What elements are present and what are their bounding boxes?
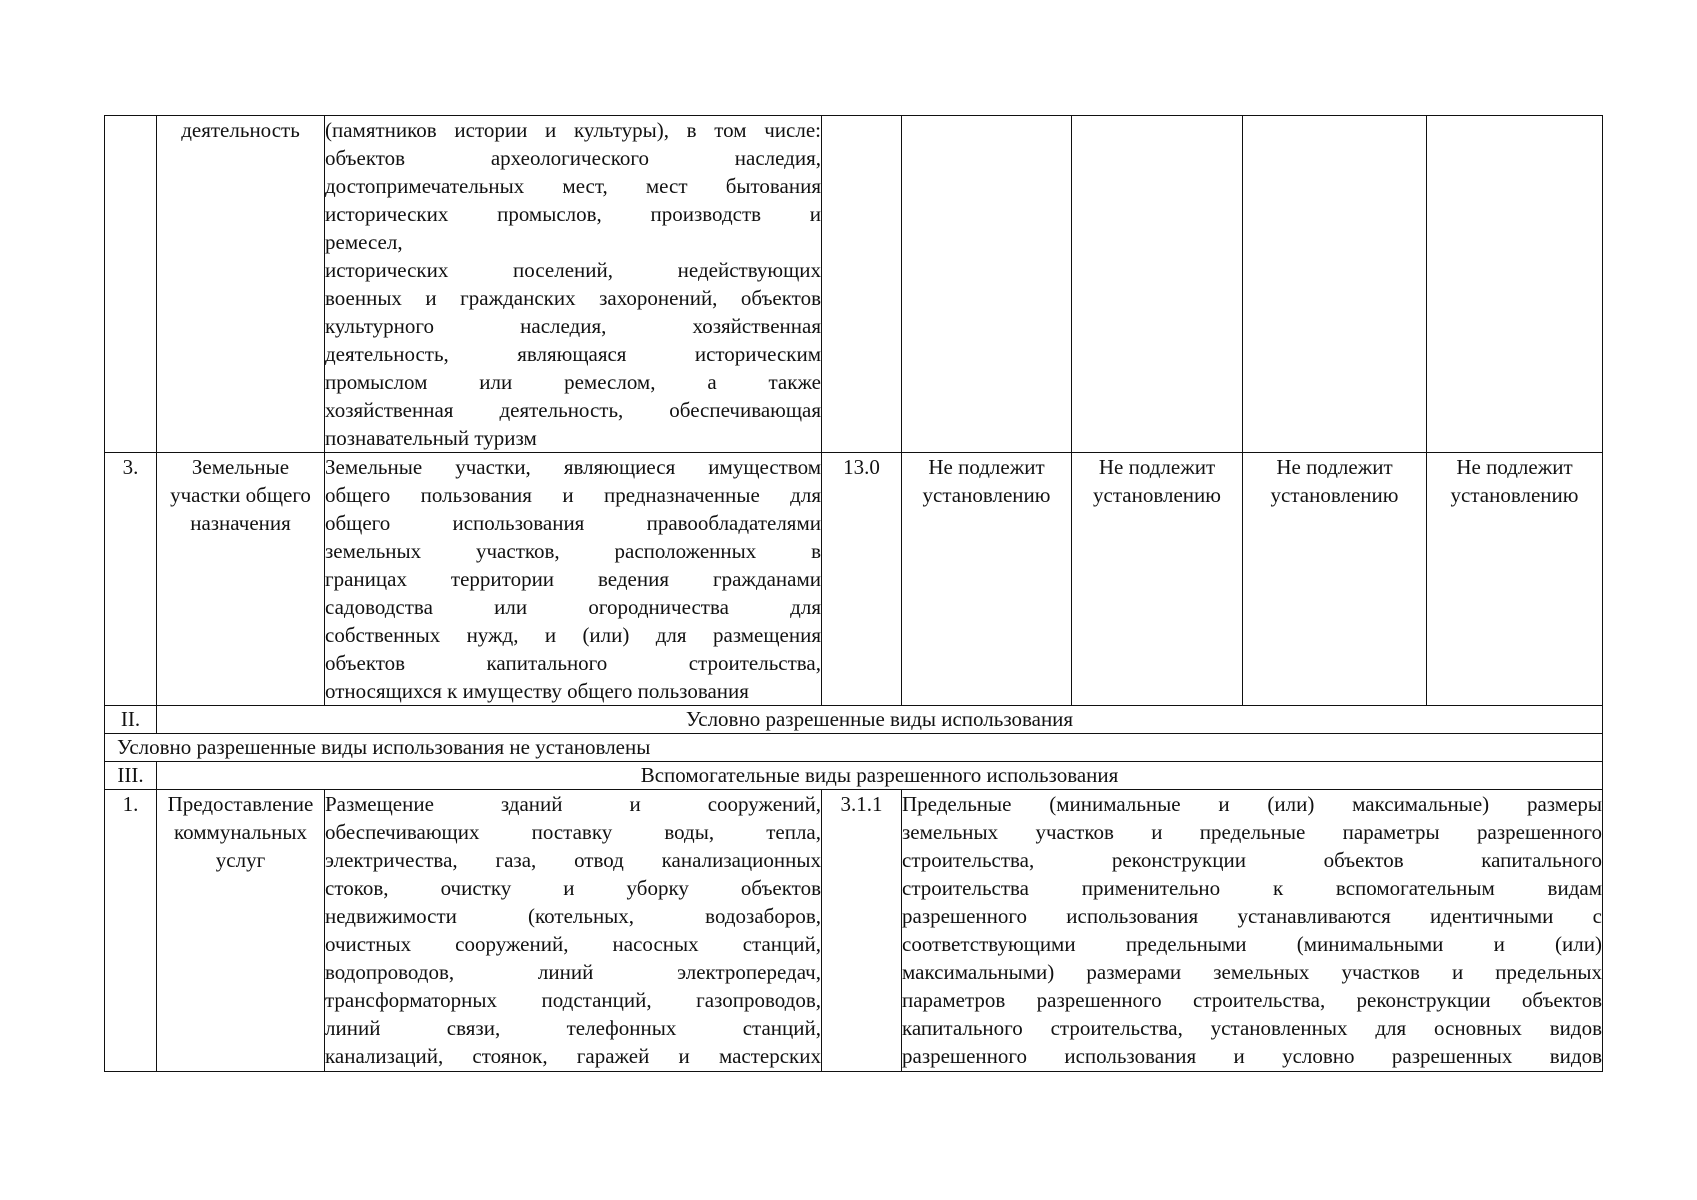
code-cell	[822, 790, 902, 1072]
desc-line: водопроводов, линий электропередач,	[325, 960, 821, 984]
section-note: Условно разрешенные виды использования не установлены	[117, 735, 651, 759]
row-number-cell	[105, 790, 157, 1072]
table-row	[105, 116, 1603, 453]
use-name-cell	[157, 790, 325, 1072]
use-name-line: услуг	[215, 848, 266, 872]
section-header-row	[105, 762, 1603, 790]
desc-line: линий связи, телефонных станций,	[325, 1016, 821, 1040]
row-number: 1.	[122, 792, 139, 816]
code-cell	[822, 116, 902, 453]
use-name: деятельность	[181, 118, 300, 142]
params-line: разрешенного использования устанавливаются идентичными с	[902, 904, 1602, 928]
desc-line: достопримечательных мест, мест бытования	[325, 174, 821, 198]
use-description-cell	[325, 790, 822, 1072]
param-cell	[1072, 116, 1243, 453]
desc-line: хозяйственная деятельность, обеспечивающая	[325, 398, 821, 422]
param-text: Не подлежит	[1276, 455, 1393, 479]
use-name-cell	[157, 116, 325, 453]
note-cell	[105, 734, 1603, 762]
section-number: II.	[120, 707, 141, 731]
use-description-cell	[325, 116, 822, 453]
use-name-line: участки общего	[170, 483, 311, 507]
desc-line: объектов капитального строительства,	[325, 651, 821, 675]
desc-line: культурного наследия, хозяйственная	[325, 314, 821, 338]
params-line: параметров разрешенного строительства, реконструкции объектов	[902, 988, 1602, 1012]
section-title: Условно разрешенные виды использования	[685, 707, 1074, 731]
desc-line: ремесел,	[325, 230, 403, 254]
desc-line: собственных нужд, и (или) для размещения	[325, 623, 821, 647]
use-name-line: назначения	[190, 511, 291, 535]
section-title-cell	[157, 706, 1603, 734]
section-number: III.	[117, 763, 144, 787]
params-line: соответствующими предельными (минимальными и (или)	[902, 932, 1602, 956]
section-number-cell	[105, 762, 157, 790]
classifier-code: 13.0	[843, 455, 880, 479]
params-line: Предельные (минимальные и (или) максимальные) размеры	[902, 792, 1602, 816]
desc-line: относящихся к имуществу общего пользования	[325, 679, 749, 703]
classifier-code: 3.1.1	[840, 792, 883, 816]
param-text: Не подлежит	[1456, 455, 1573, 479]
desc-line: военных и гражданских захоронений, объектов	[325, 286, 821, 310]
desc-line: очистных сооружений, насосных станций,	[325, 932, 821, 956]
desc-line: общего использования правообладателями	[325, 511, 821, 535]
param-cell	[1427, 453, 1603, 706]
params-line: строительства, реконструкции объектов капитального	[902, 848, 1602, 872]
desc-line: деятельность, являющаяся историческим	[325, 342, 821, 366]
row-number: 3.	[122, 455, 139, 479]
desc-line: исторических промыслов, производств и	[325, 202, 821, 226]
param-cell	[902, 116, 1072, 453]
param-text: Не подлежит	[1098, 455, 1216, 479]
desc-line: электричества, газа, отвод канализационных	[325, 848, 821, 872]
desc-line: Размещение зданий и сооружений,	[325, 792, 821, 816]
params-line: разрешенного использования и условно разрешенных видов	[902, 1044, 1602, 1068]
param-cell	[902, 453, 1072, 706]
params-line: земельных участков и предельные параметры разрешенного	[902, 820, 1602, 844]
desc-line: недвижимости (котельных, водозаборов,	[325, 904, 821, 928]
section-title: Вспомогательные виды разрешенного использования	[640, 763, 1119, 787]
param-text: Не подлежит	[928, 455, 1045, 479]
use-name-cell	[157, 453, 325, 706]
desc-line: канализаций, стоянок, гаражей и мастерских	[325, 1044, 821, 1068]
use-description-cell	[325, 453, 822, 706]
desc-line: трансформаторных подстанций, газопроводов,	[325, 988, 821, 1012]
param-text: установлению	[1450, 483, 1579, 507]
desc-line: стоков, очистку и уборку объектов	[325, 876, 821, 900]
use-name-line: Земельные	[191, 455, 290, 479]
desc-line: промыслом или ремеслом, а также	[325, 370, 821, 394]
params-merged-cell	[902, 790, 1603, 1072]
desc-line: познавательный туризм	[325, 426, 537, 450]
desc-line: исторических поселений, недействующих	[325, 258, 821, 282]
params-line: строительства применительно к вспомогательным видам	[902, 876, 1602, 900]
row-number-cell	[105, 116, 157, 453]
section-title-cell	[157, 762, 1603, 790]
param-cell	[1243, 116, 1427, 453]
row-number-cell	[105, 453, 157, 706]
desc-line: Земельные участки, являющиеся имуществом	[325, 455, 821, 479]
table-row	[105, 790, 1603, 1072]
code-cell	[822, 453, 902, 706]
desc-line: обеспечивающих поставку воды, тепла,	[325, 820, 821, 844]
desc-line: границах территории ведения гражданами	[325, 567, 821, 591]
note-row	[105, 734, 1603, 762]
params-line: максимальными) размерами земельных участков и предельных	[902, 960, 1602, 984]
param-cell	[1427, 116, 1603, 453]
desc-line: (памятников истории и культуры), в том числе:	[325, 118, 821, 142]
param-cell	[1072, 453, 1243, 706]
desc-line: объектов археологического наследия,	[325, 146, 821, 170]
desc-line: общего пользования и предназначенные для	[325, 483, 821, 507]
param-text: установлению	[922, 483, 1051, 507]
section-header-row	[105, 706, 1603, 734]
desc-line: садоводства или огородничества для	[325, 595, 821, 619]
use-name-line: Предоставление	[167, 792, 314, 816]
param-cell	[1243, 453, 1427, 706]
params-line: капитального строительства, установленных для основных видов	[902, 1016, 1602, 1040]
land-use-table	[104, 115, 1603, 1072]
param-text: установлению	[1270, 483, 1399, 507]
table-row	[105, 453, 1603, 706]
use-name-line: коммунальных	[174, 820, 307, 844]
section-number-cell	[105, 706, 157, 734]
desc-line: земельных участков, расположенных в	[325, 539, 821, 563]
param-text: установлению	[1093, 483, 1221, 507]
